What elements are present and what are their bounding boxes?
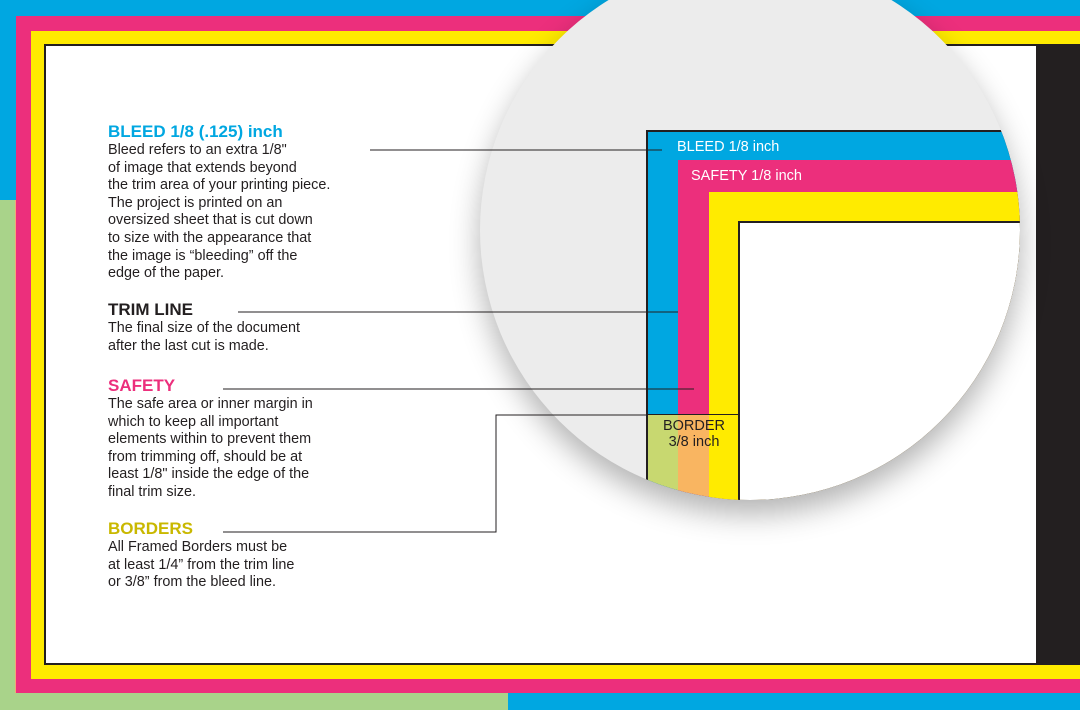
- bleed-description: [108, 142, 330, 283]
- bleed-section: [108, 122, 330, 283]
- description-line: the trim area of your printing piece.: [108, 177, 331, 194]
- description-line: elements within to prevent them: [108, 431, 312, 448]
- trim-section: [108, 300, 300, 355]
- trim-heading: TRIM LINE: [108, 300, 193, 319]
- borders-heading: BORDERS: [108, 519, 194, 538]
- border-label-line1: BORDER: [662, 418, 726, 434]
- description-line: The safe area or inner margin in: [108, 396, 313, 412]
- description-line: final trim size.: [108, 483, 196, 500]
- magnified-document: [740, 223, 1020, 500]
- description-line: at least 1/4” from the trim line: [108, 556, 295, 573]
- description-line: or 3/8” from the bleed line.: [108, 574, 276, 591]
- bleed-label: BLEED 1/8 inch: [677, 139, 780, 155]
- description-line: The project is printed on an: [108, 194, 283, 211]
- border-label-line2: 3/8 inch: [668, 434, 720, 450]
- safety-description: [108, 396, 313, 502]
- description-line: of image that extends beyond: [108, 159, 297, 176]
- description-line: to size with the appearance that: [108, 229, 312, 246]
- borders-section: [108, 519, 294, 592]
- trim-description: [108, 320, 300, 355]
- description-line: which to keep all important: [108, 413, 279, 430]
- safety-heading: SAFETY: [108, 376, 176, 395]
- description-line: All Framed Borders must be: [108, 539, 288, 555]
- bleed-heading: BLEED 1/8 (.125) inch: [108, 122, 283, 141]
- safety-section: [108, 376, 313, 502]
- description-line: after the last cut is made.: [108, 337, 269, 354]
- borders-description: [108, 539, 294, 592]
- description-line: edge of the paper.: [108, 265, 225, 282]
- safety-label: SAFETY 1/8 inch: [691, 168, 802, 184]
- description-line: least 1/8" inside the edge of the: [108, 466, 310, 483]
- description-line: the image is “bleeding” off the: [108, 247, 298, 264]
- description-line: oversized sheet that is cut down: [108, 212, 313, 229]
- description-line: from trimming off, should be at: [108, 448, 303, 465]
- border-label: [648, 418, 740, 450]
- description-line: Bleed refers to an extra 1/8": [108, 142, 287, 158]
- description-line: The final size of the document: [108, 320, 300, 336]
